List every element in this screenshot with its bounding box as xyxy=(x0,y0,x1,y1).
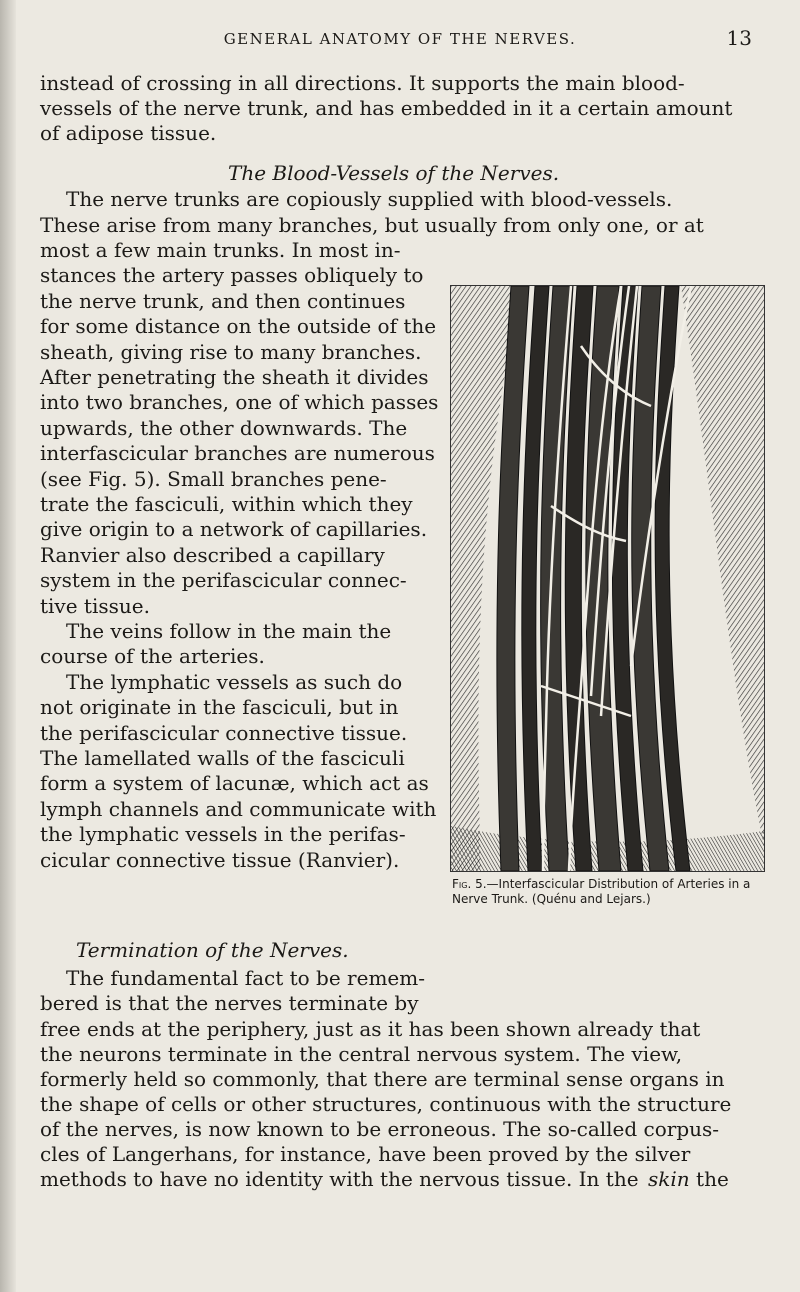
text-line: sheath, giving rise to many branches. xyxy=(40,339,422,364)
text-line: not originate in the fasciculi, but in xyxy=(40,695,399,720)
figure-caption xyxy=(452,877,772,906)
text-line: for some distance on the outside of the xyxy=(40,314,437,339)
text-line: the perifascicular connective tissue. xyxy=(40,720,408,745)
text-line: methods to have no identity with the nervous tissue. In the xyxy=(40,1167,639,1191)
figure-interfascicular-arteries xyxy=(450,285,765,872)
text-line: cles of Langerhans, for instance, have been proved by the silver xyxy=(40,1142,691,1166)
tail-word: the xyxy=(696,1167,729,1191)
text-line: The nerve trunks are copiously supplied with blood-vessels. xyxy=(66,187,673,211)
text-line: formerly held so commonly, that there are terminal sense organs in xyxy=(40,1067,725,1091)
text-line: tive tissue. xyxy=(40,593,150,618)
text-line: trate the fasciculi, within which they xyxy=(40,492,413,516)
page-number: 13 xyxy=(726,26,752,50)
figure-caption-label: Fig. 5. xyxy=(452,877,487,891)
emphasis-word: skin xyxy=(648,1167,690,1191)
text-line: most a few main trunks. In most in- xyxy=(40,238,401,262)
text-line: These arise from many branches, but usually from only one, or at xyxy=(40,212,704,237)
text-line: vessels of the nerve trunk, and has embedded in it a certain amount xyxy=(40,96,733,120)
text-line: The lymphatic vessels as such do xyxy=(66,669,403,694)
text-line: into two branches, one of which passes xyxy=(40,390,439,415)
text-line: The lamellated walls of the fasciculi xyxy=(40,746,405,770)
running-header: GENERAL ANATOMY OF THE NERVES. xyxy=(223,30,577,48)
figure-caption-text: —Interfascicular Distribution of Arteries in a Nerve Trunk. (Quénu and Lejars.) xyxy=(452,877,751,906)
text-line: cicular connective tissue (Ranvier). xyxy=(40,847,400,872)
text-line: give origin to a network of capillaries. xyxy=(40,517,428,542)
text-line: of the nerves, is now known to be erroneous. The so-called corpus- xyxy=(40,1117,720,1141)
text-line: bered is that the nerves terminate by xyxy=(40,991,419,1015)
text-line: form a system of lacunæ, which act as xyxy=(40,771,429,796)
nerve-trunk-engraving xyxy=(451,286,764,871)
text-line: upwards, the other downwards. The xyxy=(40,415,408,440)
text-line: the neurons terminate in the central nervous system. The view, xyxy=(40,1042,683,1066)
text-line: of adipose tissue. xyxy=(40,121,217,145)
text-line: system in the perifascicular connec- xyxy=(40,568,407,593)
text-line: After penetrating the sheath it divides xyxy=(40,365,429,389)
section-heading-termination: Termination of the Nerves. xyxy=(76,938,349,962)
text-line: (see Fig. 5). Small branches pene- xyxy=(40,466,387,491)
text-line: The veins follow in the main the xyxy=(66,619,392,643)
text-line-tail xyxy=(648,1167,729,1192)
text-line: stances the artery passes obliquely to xyxy=(40,263,424,288)
text-line: the nerve trunk, and then continues xyxy=(40,288,406,313)
text-line: instead of crossing in all directions. It supports the main blood- xyxy=(40,71,685,95)
text-line: lymph channels and communicate with xyxy=(40,796,437,821)
text-line: course of the arteries. xyxy=(40,644,265,669)
section-heading-blood-vessels: The Blood-Vessels of the Nerves. xyxy=(228,161,560,185)
text-line: free ends at the periphery, just as it has been shown already that xyxy=(40,1017,701,1041)
page-edge-shadow xyxy=(0,0,16,1292)
text-line: The fundamental fact to be remem- xyxy=(66,966,425,990)
text-line: the lymphatic vessels in the perifas- xyxy=(40,822,406,847)
text-line: interfascicular branches are numerous xyxy=(40,441,435,466)
text-line: the shape of cells or other structures, continuous with the structure xyxy=(40,1092,732,1116)
text-line: Ranvier also described a capillary xyxy=(40,542,385,567)
